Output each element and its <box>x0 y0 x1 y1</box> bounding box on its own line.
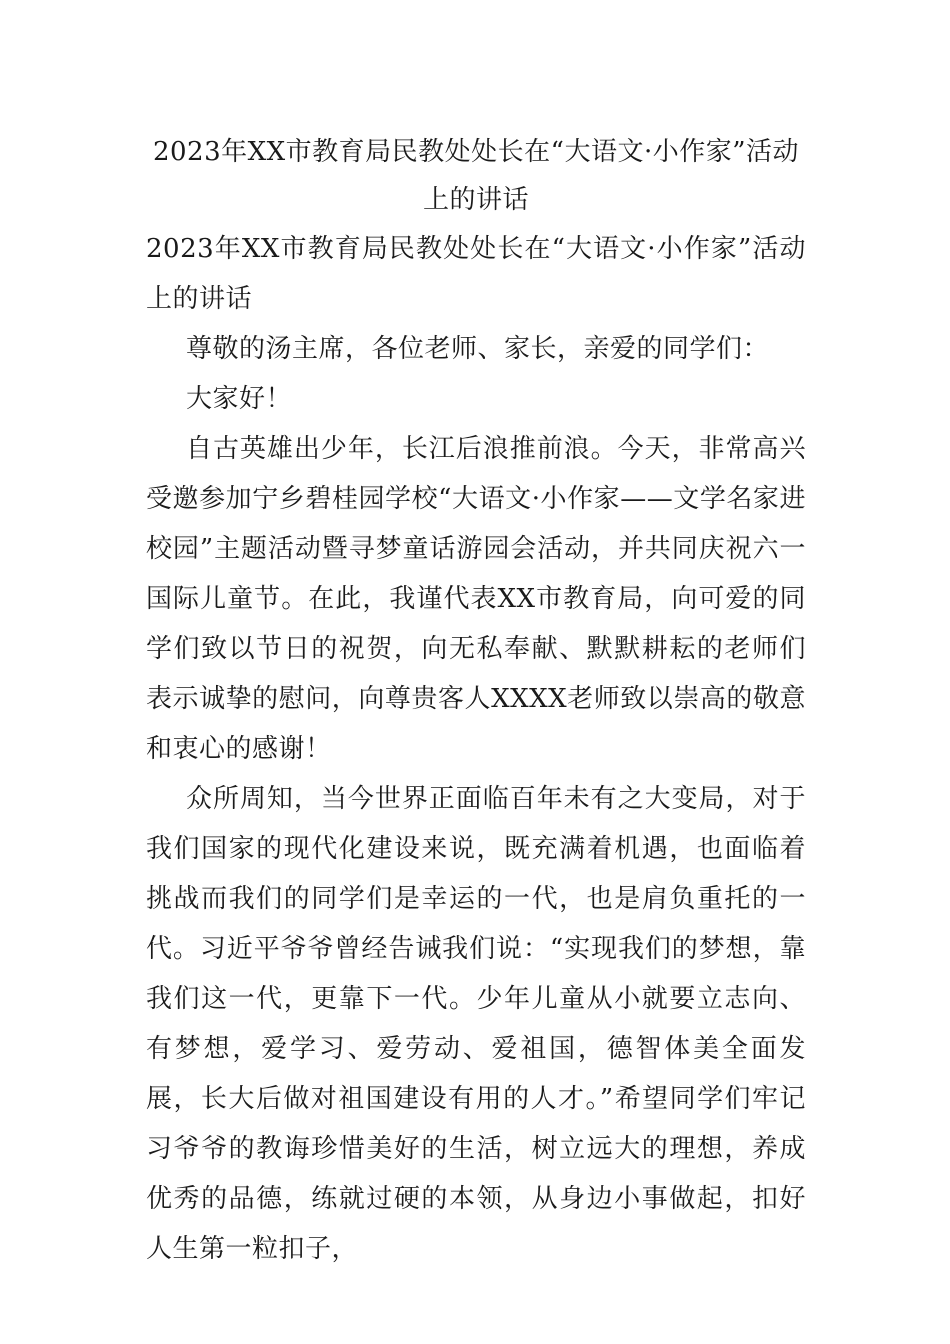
document-page <box>146 128 806 1274</box>
document-title: 2023年XX市教育局民教处处长在“大语文·小作家”活动上的讲话 <box>152 137 800 215</box>
salutation: 尊敬的汤主席，各位老师、家长，亲爱的同学们： <box>186 334 770 364</box>
body-paragraph-1: 自古英雄出少年，长江后浪推前浪。今天，非常高兴受邀参加宁乡碧桂园学校“大语文·小作家——文学名家进校园”主题活动暨寻梦童话游园会活动，并共同庆祝六一国际儿童节。在此，我谨代表XX市教育局，向可爱的同学们致以节日的祝贺，向无私奉献、默默耕耘的老师们表示诚挚的慰问，向尊贵客人XXXX老师致以崇高的敬意和衷心的感谢！ <box>146 434 806 764</box>
document-subtitle: 2023年XX市教育局民教处处长在“大语文·小作家”活动上的讲话 <box>146 234 806 314</box>
greeting: 大家好！ <box>186 384 293 414</box>
body-paragraph-2: 众所周知，当今世界正面临百年未有之大变局，对于我们国家的现代化建设来说，既充满着机遇，也面临着挑战而我们的同学们是幸运的一代，也是肩负重托的一代。习近平爷爷曾经告诫我们说：“实现我们的梦想，靠我们这一代，更靠下一代。少年儿童从小就要立志向、有梦想，爱学习、爱劳动、爱祖国，德智体美全面发展，长大后做对祖国建设有用的人才。”希望同学们牢记习爷爷的教诲珍惜美好的生活，树立远大的理想，养成优秀的品德，练就过硬的本领，从身边小事做起，扣好人生第一粒扣子， <box>146 784 806 1264</box>
